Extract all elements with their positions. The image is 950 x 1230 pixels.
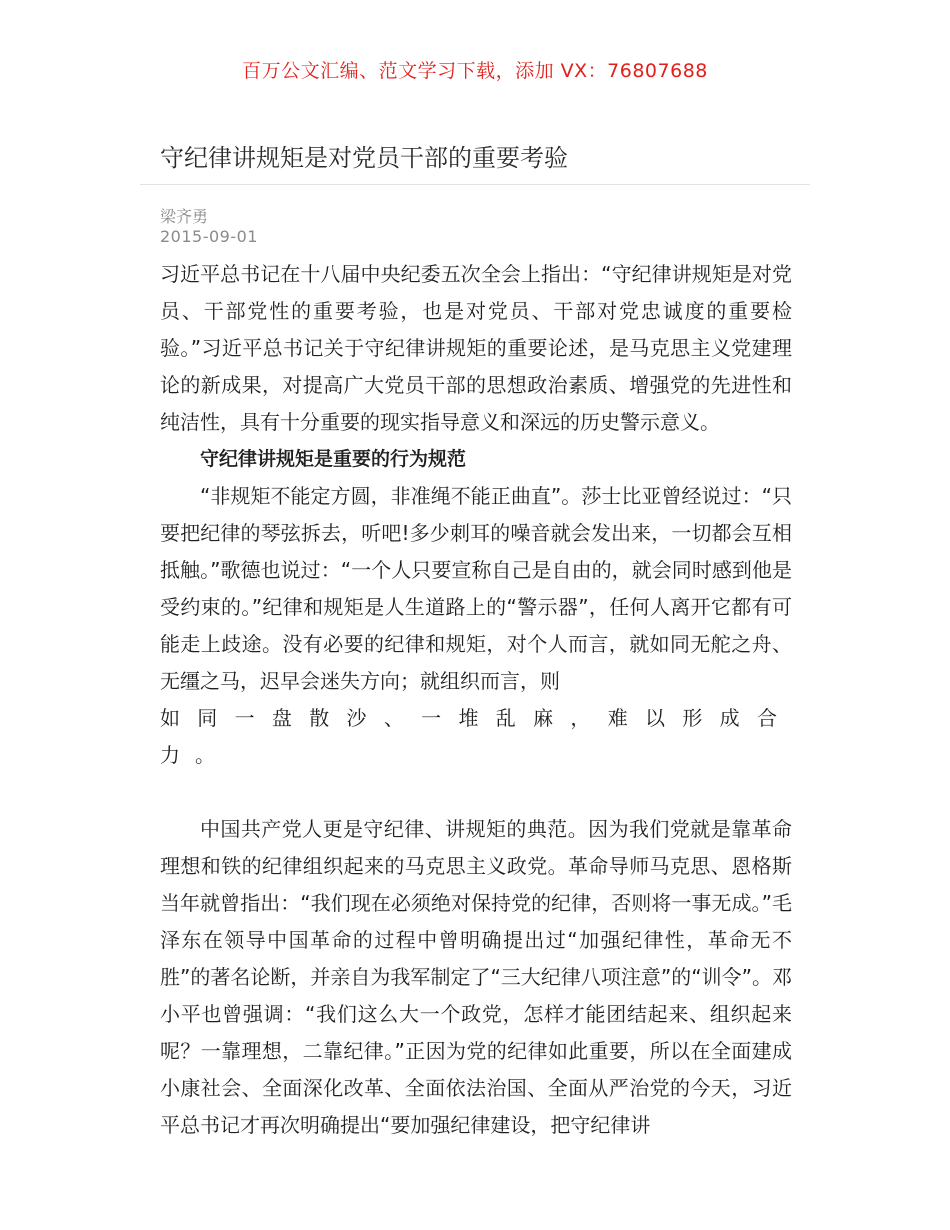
paragraph-rules-last-line: 如同一盘散沙、一堆乱麻，难以形成合力。: [160, 706, 792, 767]
paragraph-gap: [160, 774, 792, 811]
section-heading: 守纪律讲规矩是重要的行为规范: [200, 448, 467, 470]
paragraph-party-discipline: 中国共产党人更是守纪律、讲规矩的典范。因为我们党就是靠革命理想和铁的纪律组织起来的马克思主义政党。革命导师马克思、恩格斯当年就曾指出：“我们现在必须绝对保持党的纪律，否则将一事无成。”毛泽东在领导中国革命的过程中曾明确提出过“加强纪律性，革命无不胜”的著名论断，并亲自为我军制定了“三大纪律八项注意”的“训令”。邓小平也曾强调：“我们这么大一个政党，怎样才能团结起来、组织起来呢？一靠理想，二靠纪律。”正因为党的纪律如此重要，所以在全面建成小康社会、全面深化改革、全面依法治国、全面从严治党的今天，习近平总书记才再次明确提出“要加强纪律建设，把守纪律讲: [160, 817, 792, 1137]
article-author: 梁齐勇: [160, 207, 209, 226]
article-date: 2015-09-01: [160, 227, 258, 246]
promo-banner: 百万公文汇编、范文学习下载，添加 VX：76807688: [242, 60, 708, 82]
article-body: [160, 256, 792, 1144]
paragraph-rules: “非规矩不能定方圆，非准绳不能正曲直”。莎士比亚曾经说过：“只要把纪律的琴弦拆去，听吧!多少刺耳的噪音就会发出来，一切都会互相抵触。”歌德也说过：“一个人只要宣称自己是自由的，就会同时感到他是受约束的。”纪律和规矩是人生道路上的“警示器”，任何人离开它都有可能走上歧途。没有必要的纪律和规矩，对个人而言，就如同无舵之舟、无缰之马，迟早会迷失方向；就组织而言，则: [160, 484, 792, 693]
title-divider: [140, 184, 810, 185]
article-title: 守纪律讲规矩是对党员干部的重要考验: [160, 144, 568, 172]
paragraph-intro: 习近平总书记在十八届中央纪委五次全会上指出：“守纪律讲规矩是对党员、干部党性的重要考验，也是对党员、干部对党忠诚度的重要检验。”习近平总书记关于守纪律讲规矩的重要论述，是马克思主义党建理论的新成果，对提高广大党员干部的思想政治素质、增强党的先进性和纯洁性，具有十分重要的现实指导意义和深远的历史警示意义。: [160, 262, 792, 434]
